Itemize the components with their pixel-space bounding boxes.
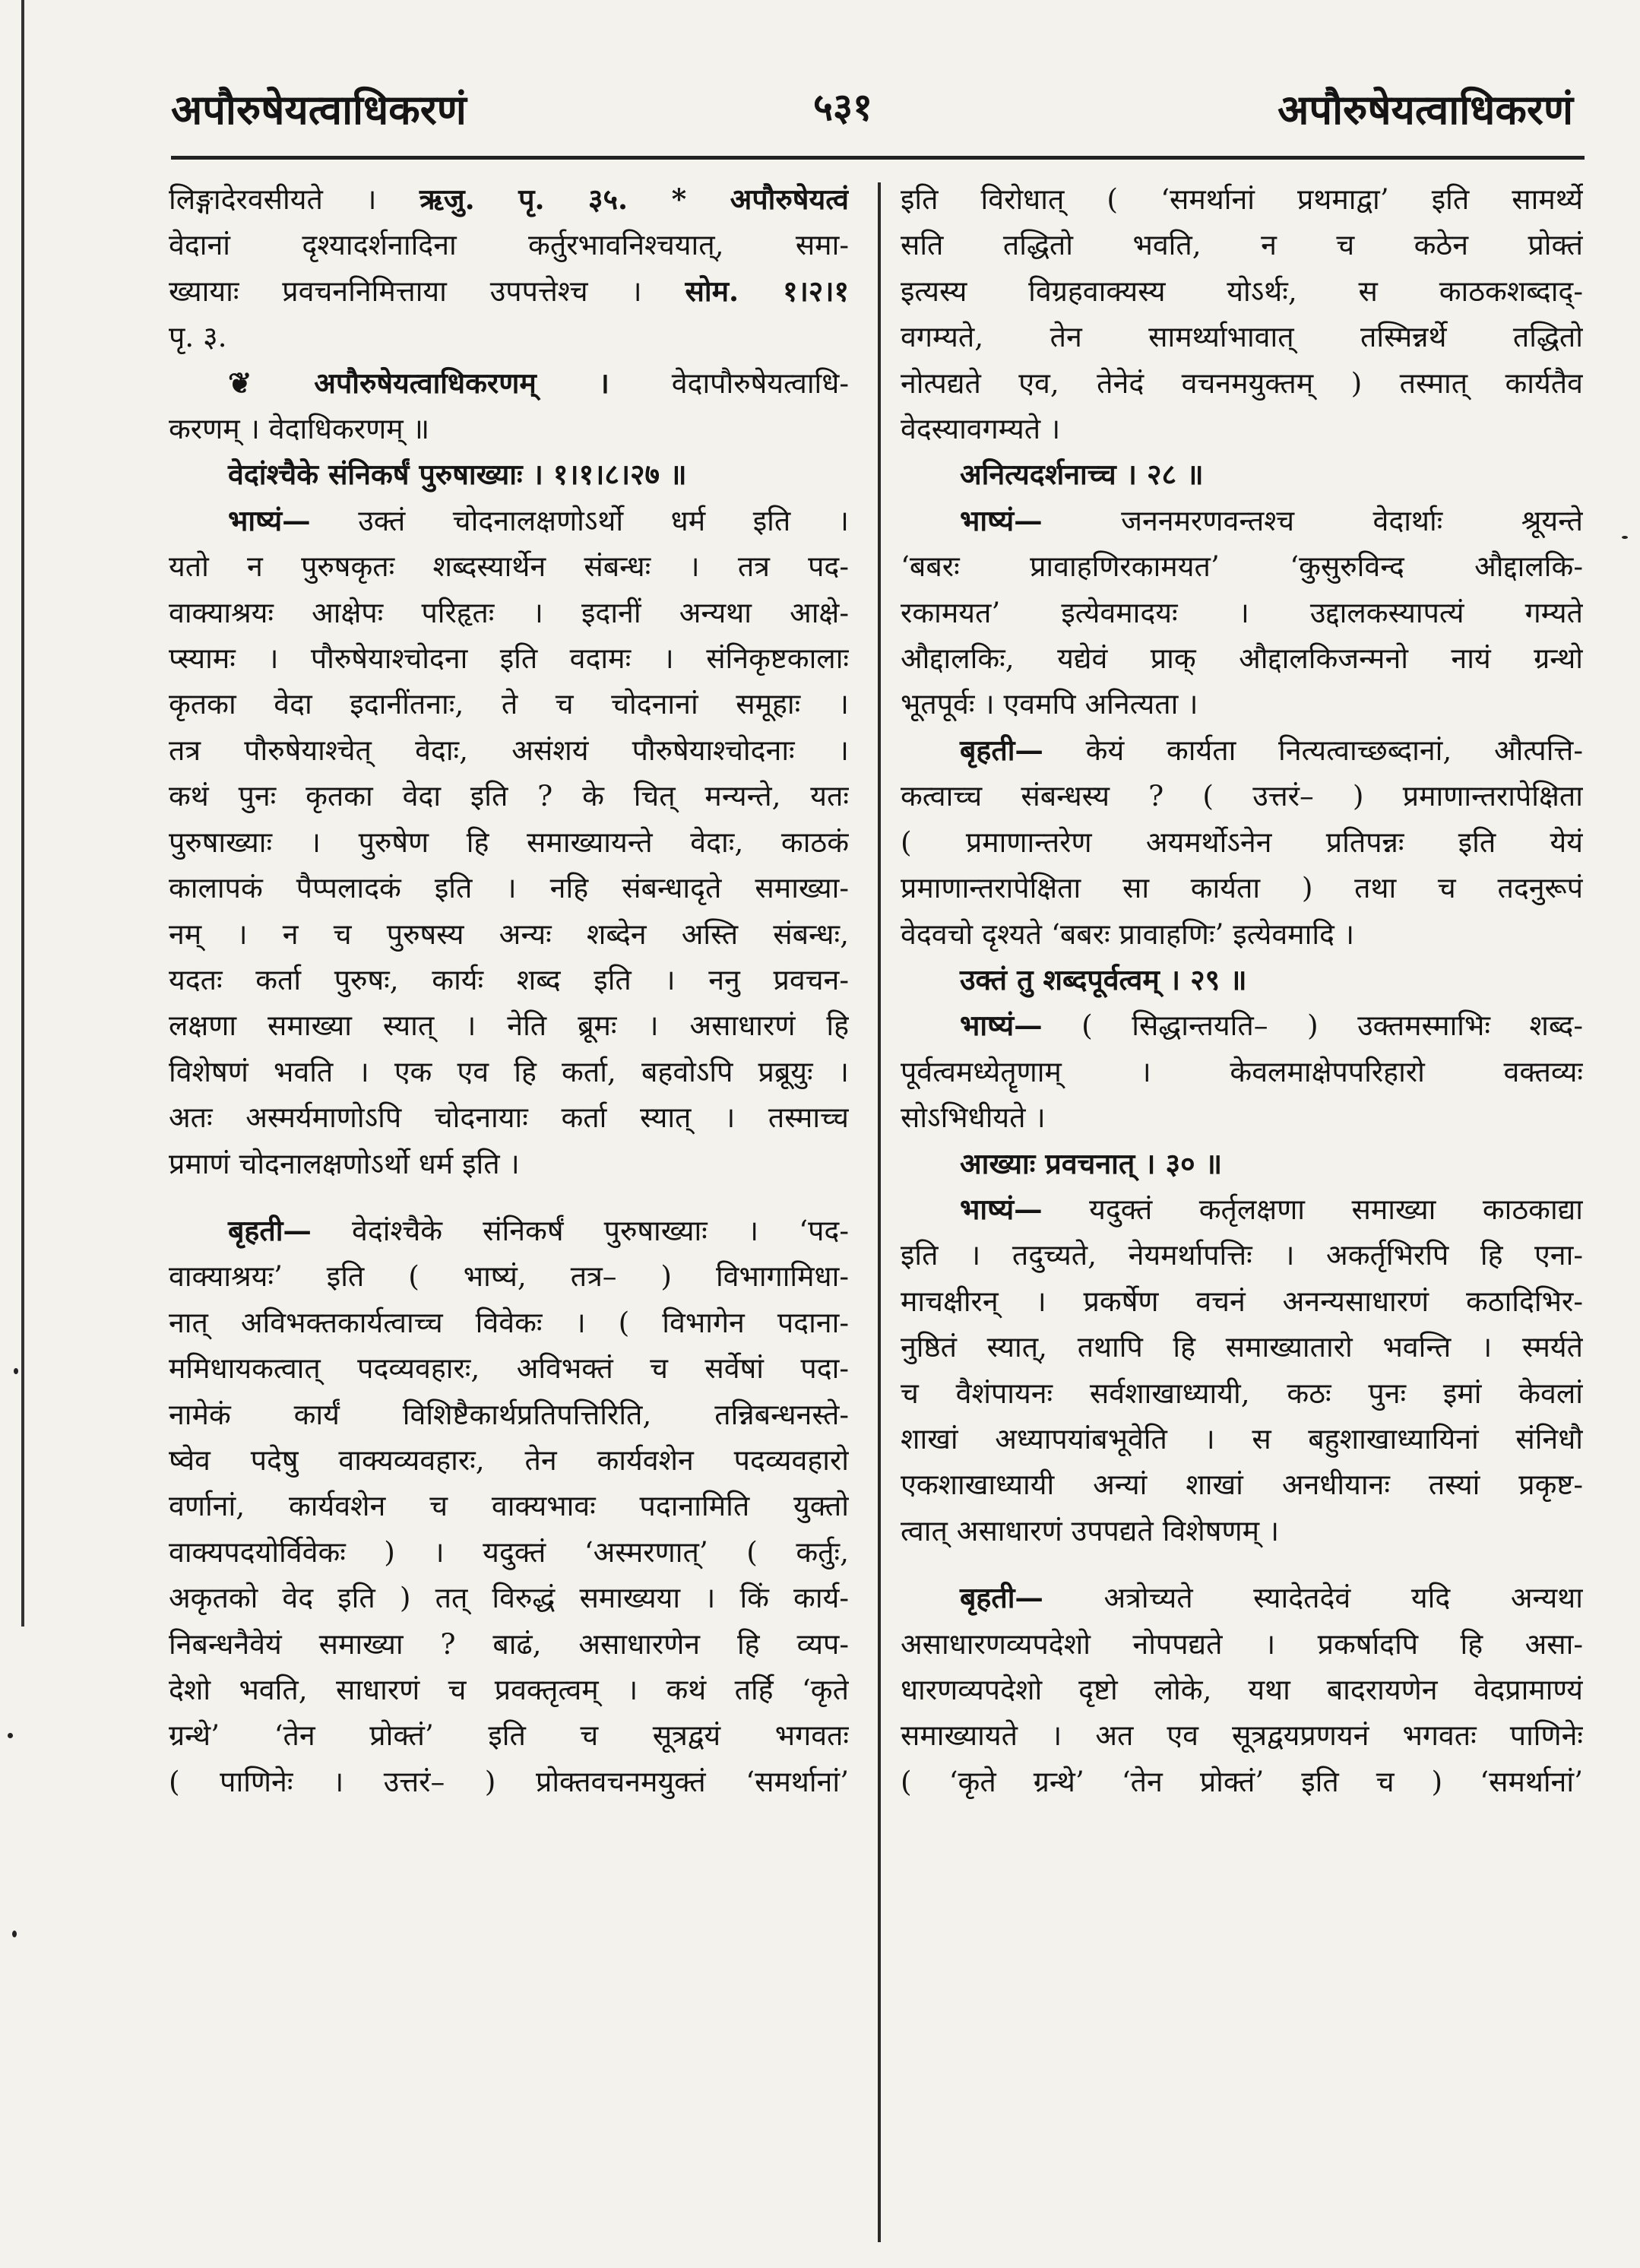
- text-line: ( ‘कृते ग्रन्थे’ ‘तेन प्रोक्तं’ इति च ) ‘समर्थानां’: [901, 1764, 1583, 1798]
- text-line: इति विरोधात् ( ‘समर्थानां प्रथमाद्वा’ इति सामर्थ्ये: [901, 182, 1583, 216]
- text-line: पुरुषाख्याः । पुरुषेण हि समाख्यायन्ते वेदाः, काठकं: [169, 825, 849, 859]
- text-line: च वैशंपायनः सर्वशाखाध्यायी, कठः पुनः इमां केवलां: [901, 1376, 1583, 1410]
- text-line: सति तद्धितो भवति, न च कठेन प्रोक्तं: [901, 228, 1583, 262]
- scan-speck: [8, 1733, 13, 1738]
- text-line: औद्दालकिः, यद्येवं प्राक् औद्दालकिजन्मनो नायं ग्रन्थो: [901, 641, 1583, 676]
- left-column: [169, 176, 849, 1804]
- text-line: नुष्ठितं स्यात्, तथापि हि समाख्यातारो भवन्ति । स्मर्यते: [901, 1330, 1583, 1364]
- text-line: एकशाखाध्यायी अन्यां शाखां अनधीयानः तस्यां प्रकृष्ट-: [901, 1468, 1583, 1502]
- text-line: विशेषणं भवति । एक एव हि कर्ता, बहवोऽपि प्रब्रूयुः ।: [169, 1054, 849, 1088]
- text-line: देशो भवति, साधारणं च प्रवक्तृत्वम् । कथं तर्हि ‘कृते: [169, 1673, 849, 1706]
- text-line: वेदानां दृश्यादर्शनादिना कर्तुरभावनिश्चयात्, समा-: [169, 228, 849, 262]
- text-line: वाक्यपदयोर्विवेकः ) । यदुक्तं ‘अस्मरणात्’ ( कर्तुः,: [169, 1535, 849, 1569]
- scan-speck: [1622, 536, 1628, 539]
- text-line: ‘बबरः प्रावाहणिरकामयत’ ‘कुसुरुविन्द औद्दालकि-: [901, 550, 1583, 584]
- text-line: कत्वाच्च संबन्धस्य ? ( उत्तरं– ) प्रमाणान्तरापेक्षिता: [901, 779, 1583, 813]
- text-line: असाधारणव्यपदेशो नोपपद्यते । प्रकर्षादपि हि असा-: [901, 1627, 1583, 1661]
- page-header: [171, 80, 1573, 133]
- text-line: वेदवचो दृश्यते ‘बबरः प्रावाहणिः’ इत्येवमादि ।: [901, 917, 1355, 951]
- text-line: माचक्षीरन् । प्रकर्षेण वचनं अनन्यसाधारणं कठादिभिर-: [901, 1284, 1583, 1318]
- bhashya-line: भाष्यं— उक्तं चोदनालक्षणोऽर्थो धर्म इति ।: [228, 503, 849, 537]
- column-divider: [878, 182, 881, 2242]
- scan-speck: [14, 1368, 18, 1374]
- text-line: ममिधायकत्वात् पदव्यवहारः, अविभक्तं च सर्वेषां पदा-: [169, 1351, 849, 1386]
- text-line: नात् अविभक्तकार्यत्वाच्च विवेकः । ( विभागेन पदाना-: [169, 1305, 849, 1339]
- text-line: वाक्याश्रयः आक्षेपः परिहृतः । इदानीं अन्यथा आक्षे-: [169, 595, 849, 629]
- brihati-line: बृहती— वेदांश्चैके संनिकर्षं पुरुषाख्याः । ‘पद-: [228, 1213, 849, 1247]
- text-line: रकामयत’ इत्येवमादयः । उद्दालकस्यापत्यं गम्यते: [901, 595, 1583, 629]
- text-line: वाक्याश्रयः’ इति ( भाष्यं, तत्र– ) विभागामिधा-: [169, 1259, 849, 1294]
- scan-speck: [12, 1931, 17, 1937]
- sutra-heading: अनित्यदर्शनाच्च । २८ ॥: [960, 458, 1204, 492]
- text-line: भूतपूर्वः । एवमपि अनित्यता ।: [901, 687, 1198, 721]
- text-line: शाखां अध्यापयांबभूवेति । स बहुशाखाध्यायिनां संनिधौ: [901, 1421, 1583, 1456]
- text-line: ख्यायाः प्रवचननिमित्ताया उपपत्तेश्च । सोम. १।२।१: [169, 274, 849, 308]
- text-line: निबन्धनैवेयं समाख्या ? बाढं, असाधारणेन हि व्यप-: [169, 1627, 849, 1661]
- sutra-heading: उक्तं तु शब्दपूर्वत्वम् । २९ ॥: [960, 962, 1247, 996]
- bhashya-line: भाष्यं— जननमरणवन्तश्च वेदार्थाः श्रूयन्ते: [960, 503, 1583, 537]
- sutra-heading: वेदांश्चैके संनिकर्षं पुरुषाख्याः । १।१।८।२७ ॥: [228, 458, 687, 492]
- text-line: करणम् । वेदाधिकरणम् ॥: [169, 412, 430, 446]
- page-number: ५३१: [813, 84, 872, 129]
- header-rule: [171, 156, 1585, 160]
- text-line: इति । तदुच्यते, नेयमर्थापत्तिः । अकर्तृभिरपि हि एना-: [901, 1238, 1583, 1272]
- text-line: इत्यस्य विग्रहवाक्यस्य योऽर्थः, स काठकशब्दाद्-: [901, 274, 1583, 308]
- text-line: कृतका वेदा इदानींतनाः, ते च चोदनानां समूहाः ।: [169, 687, 849, 721]
- text-line: ग्रन्थे’ ‘तेन प्रोक्तं’ इति च सूत्रद्वयं भगवतः: [169, 1718, 849, 1753]
- text-line: नम् । न च पुरुषस्य अन्यः शब्देन अस्ति संबन्धः,: [169, 917, 849, 951]
- brihati-line: बृहती— अत्रोच्यते स्यादेतदेवं यदि अन्यथा: [960, 1581, 1583, 1615]
- text-line: अतः अस्मर्यमाणोऽपि चोदनायाः कर्ता स्यात् । तस्माच्च: [169, 1101, 849, 1135]
- text-line: नामेकं कार्यं विशिष्टैकार्थप्रतिपत्तिरिति, तन्निबन्धनस्ते-: [169, 1397, 849, 1431]
- text-line: ष्वेव पदेषु वाक्यव्यवहारः, तेन कार्यवशेन पदव्यवहारो: [169, 1443, 849, 1477]
- bhashya-line: भाष्यं— ( सिद्धान्तयति– ) उक्तमस्माभिः शब्द-: [960, 1009, 1583, 1043]
- text-line: लक्षणा समाख्या स्यात् । नेति ब्रूमः । असाधारणं हि: [169, 1009, 849, 1043]
- text-line: पूर्वत्वमध्येतॄणाम् । केवलमाक्षेपपरिहारो वक्तव्यः: [901, 1054, 1583, 1088]
- text-line: नोत्पद्यते एव, तेनेदं वचनमयुक्तम् ) तस्मात् कार्यतैव: [901, 366, 1583, 400]
- text-line: यदतः कर्ता पुरुषः, कार्यः शब्द इति । ननु प्रवचन-: [169, 962, 849, 996]
- text-line: कालापकं पैप्पलादकं इति । नहि संबन्धादृते समाख्या-: [169, 871, 849, 905]
- text-line: अकृतको वेद इति ) तत् विरुद्धं समाख्यया । किं कार्य-: [169, 1581, 849, 1615]
- bhashya-line: भाष्यं— यदुक्तं कर्तृलक्षणा समाख्या काठकाद्या: [960, 1192, 1583, 1226]
- text-line: समाख्यायते । अत एव सूत्रद्वयप्रणयनं भगवतः पाणिनेः: [901, 1718, 1583, 1753]
- text-line: यतो न पुरुषकृतः शब्दस्यार्थेन संबन्धः । तत्र पद-: [169, 550, 849, 584]
- text-line: वर्णानां, कार्यवशेन च वाक्यभावः पदानामिति युक्तो: [169, 1489, 849, 1523]
- right-column: [901, 176, 1583, 1804]
- text-line: तत्र पौरुषेयाश्चेत् वेदाः, असंशयं पौरुषेयाश्चोदनाः ।: [169, 733, 849, 767]
- text-line: वगम्यते, तेन सामर्थ्याभावात् तस्मिन्नर्थे तद्धितो: [901, 320, 1583, 354]
- brihati-line: बृहती— केयं कार्यता नित्यत्वाच्छब्दानां, औत्पत्ति-: [960, 733, 1583, 767]
- text-line: वेदस्यावगम्यते ।: [901, 412, 1061, 446]
- text-line: पृ. ३.: [169, 320, 227, 354]
- text-line: त्वात् असाधारणं उपपद्यते विशेषणम् ।: [901, 1513, 1280, 1547]
- sutra-heading: आख्याः प्रवचनात् । ३० ॥: [960, 1146, 1223, 1180]
- scan-margin-line: [21, 0, 24, 1627]
- text-line: सोऽभिधीयते ।: [901, 1101, 1046, 1135]
- text-line: कथं पुनः कृतका वेदा इति ? के चित् मन्यन्ते, यतः: [169, 779, 849, 813]
- text-line: ( पाणिनेः । उत्तरं– ) प्रोक्तवचनमयुक्तं ‘समर्थानां’: [169, 1764, 849, 1798]
- text-line: ( प्रमाणान्तरेण अयमर्थोऽनेन प्रतिपन्नः इति येयं: [901, 825, 1583, 859]
- text-line: प्स्यामः । पौरुषेयाश्चोदना इति वदामः । संनिकृष्टकालाः: [169, 641, 849, 676]
- text-line: लिङ्गादेरवसीयते । ऋजु. पृ. ३५. * अपौरुषेयत्वं: [169, 182, 849, 216]
- text-line: धारणव्यपदेशो दृष्टो लोके, यथा बादरायणेन वेदप्रामाण्यं: [901, 1673, 1583, 1706]
- running-title-left: अपौरुषेयत्वाधिकरणं: [171, 85, 467, 134]
- text-line: प्रमाणं चोदनालक्षणोऽर्थो धर्म इति ।: [169, 1146, 520, 1180]
- running-title-right: अपौरुषेयत्वाधिकरणं: [1277, 85, 1573, 134]
- adhikarana-heading: ❦ अपौरुषेयत्वाधिकरणम् । वेदापौरुषेयत्वाधि-: [228, 366, 849, 400]
- text-line: प्रमाणान्तरापेक्षिता सा कार्यता ) तथा च तदनुरूपं: [901, 871, 1583, 905]
